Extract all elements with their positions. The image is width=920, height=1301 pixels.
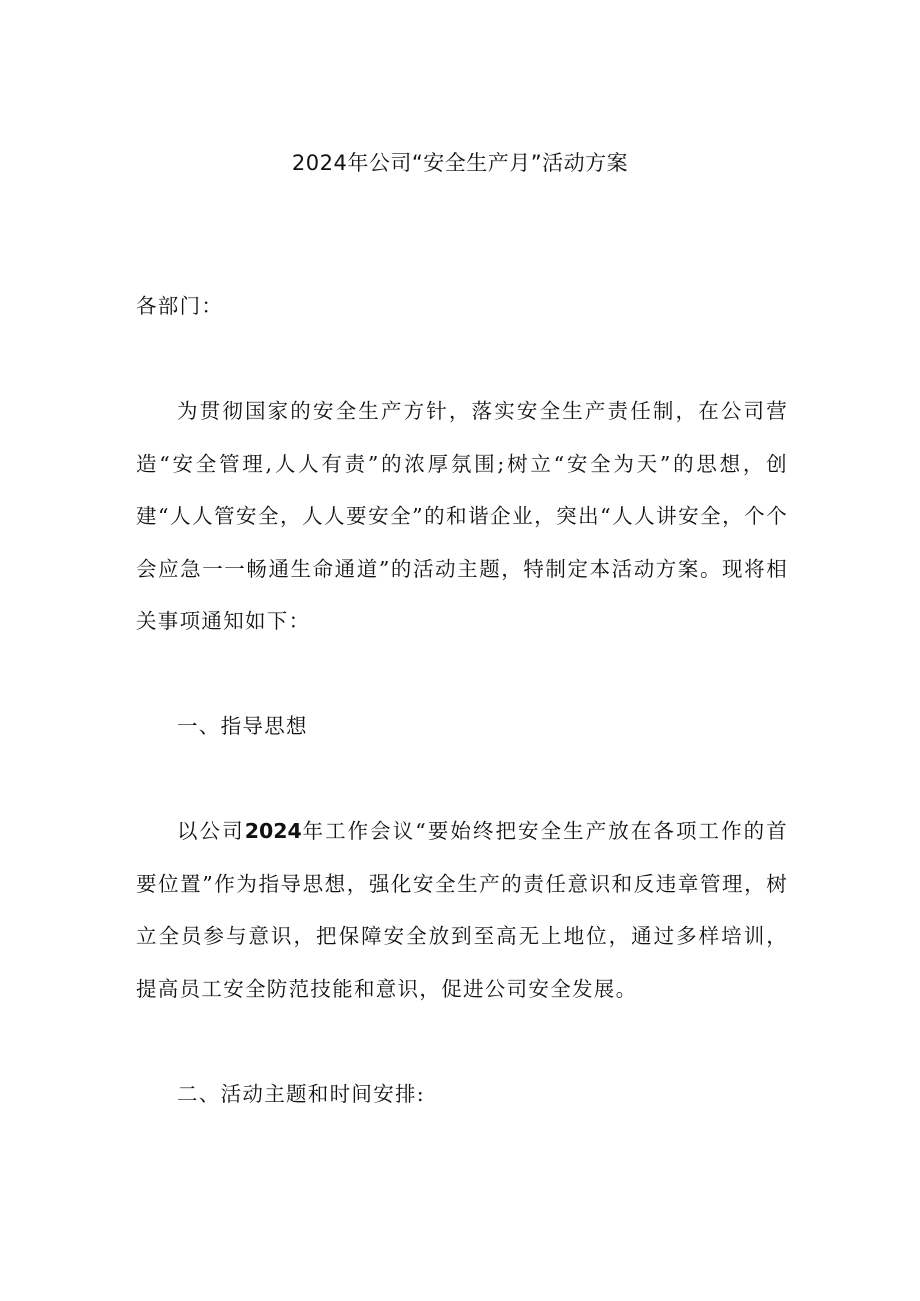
document-title: 2024年公司“安全生产月”活动方案 [291, 151, 629, 175]
salutation: 各部门： [136, 294, 224, 318]
year-number: 2024 [244, 819, 302, 843]
intro-paragraph: 为贯彻国家的安全生产方针，落实安全生产责任制，在公司营造“安全管理,人人有责”的浓厚氛围;树立“安全为天”的思想，创建“人人管安全，人人要安全”的和谐企业，突出“人人讲安全，个个会应急一一畅通生命通道”的活动主题，特制定本活动方案。现将相关事项通知如下： [136, 399, 788, 633]
section-heading-guiding-ideology: 一、指导思想 [177, 714, 308, 738]
paragraph-text-prefix: 以公司 [177, 819, 245, 843]
paragraph-text-rest: 年工作会议“要始终把安全生产放在各项工作的首要位置”作为指导思想，强化安全生产的责任意识和反违章管理，树立全员参与意识，把保障安全放到至高无上地位，通过多样培训，提高员工安全防范技能和意识，促进公司安全发展。 [136, 819, 788, 1001]
section-heading-theme-schedule: 二、活动主题和时间安排: [177, 1081, 426, 1106]
guiding-ideology-paragraph [136, 805, 788, 1015]
document-body [136, 280, 788, 1173]
